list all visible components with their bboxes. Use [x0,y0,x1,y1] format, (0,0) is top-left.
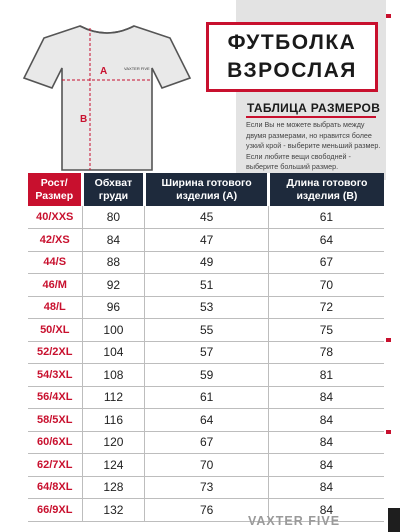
width-cell: 47 [145,229,269,252]
table-row [28,431,384,454]
chest-cell: 100 [82,319,145,342]
table-row [28,319,384,342]
width-cell: 61 [145,386,269,409]
size-cell: 42/XS [28,229,82,252]
length-cell: 67 [268,251,384,274]
size-cell: 48/L [28,296,82,319]
width-cell: 67 [145,431,269,454]
length-cell: 84 [268,409,384,432]
width-cell: 45 [145,206,269,229]
length-cell: 84 [268,476,384,499]
table-row [28,206,384,229]
length-cell: 84 [268,454,384,477]
table-row [28,386,384,409]
size-table [28,173,384,522]
header-length: Длина готового изделия (B) [268,173,384,206]
table-row [28,251,384,274]
length-cell: 81 [268,364,384,387]
size-cell: 50/XL [28,319,82,342]
width-cell: 70 [145,454,269,477]
table-row [28,296,384,319]
chest-cell: 84 [82,229,145,252]
chest-cell: 104 [82,341,145,364]
chest-cell: 116 [82,409,145,432]
length-cell: 78 [268,341,384,364]
edge-marker [386,14,391,18]
length-cell: 70 [268,274,384,297]
chest-cell: 92 [82,274,145,297]
header-chest: Обхват груди [82,173,145,206]
size-cell: 64/8XL [28,476,82,499]
edge-marker [386,430,391,434]
size-cell: 62/7XL [28,454,82,477]
edge-marker [386,338,391,342]
chest-cell: 128 [82,476,145,499]
size-cell: 40/XXS [28,206,82,229]
size-cell: 56/4XL [28,386,82,409]
length-cell: 75 [268,319,384,342]
brand-logo: VAXTER FIVE [248,514,341,528]
width-cell: 59 [145,364,269,387]
length-cell: 64 [268,229,384,252]
table-row [28,364,384,387]
chest-cell: 88 [82,251,145,274]
width-cell: 49 [145,251,269,274]
label-b: B [80,114,88,125]
table-row [28,274,384,297]
chest-cell: 120 [82,431,145,454]
size-cell: 66/9XL [28,499,82,522]
size-cell: 60/6XL [28,431,82,454]
chest-cell: 80 [82,206,145,229]
length-cell: 84 [268,499,384,522]
chest-cell: 96 [82,296,145,319]
header-size: Рост/ Размер [28,173,82,206]
size-cell: 52/2XL [28,341,82,364]
width-cell: 64 [145,409,269,432]
heading-underline [246,116,376,118]
table-row [28,476,384,499]
length-cell: 72 [268,296,384,319]
table-row [28,341,384,364]
width-cell: 51 [145,274,269,297]
width-cell: 55 [145,319,269,342]
width-cell: 57 [145,341,269,364]
title-line-1: ФУТБОЛКА [227,31,357,54]
tshirt-diagram [22,18,192,178]
table-row [28,409,384,432]
size-cell: 46/M [28,274,82,297]
header-width: Ширина готового изделия (A) [145,173,269,206]
size-advice-text: Если Вы не можете выбрать между двумя размерами, но нравится более узкий крой - выберите меньший размер. Если любите вещи свободней - выберите больший размер. [246,120,381,172]
chest-cell: 124 [82,454,145,477]
width-cell: 53 [145,296,269,319]
width-cell: 73 [145,476,269,499]
corner-block [388,508,400,532]
tshirt-outline [24,26,190,170]
table-row [28,454,384,477]
size-cell: 44/S [28,251,82,274]
length-cell: 84 [268,431,384,454]
right-edge-strip [386,0,400,532]
chest-cell: 112 [82,386,145,409]
chest-cell: 108 [82,364,145,387]
title-box [206,22,378,92]
length-cell: 61 [268,206,384,229]
chest-cell: 132 [82,499,145,522]
table-row [28,229,384,252]
size-table-heading: ТАБЛИЦА РАЗМЕРОВ [247,101,381,115]
table-header-row [28,173,384,206]
length-cell: 84 [268,386,384,409]
size-cell: 54/3XL [28,364,82,387]
chest-logo: VAXTER FIVE [124,66,150,71]
title-line-2: ВЗРОСЛАЯ [227,59,357,82]
label-a: A [100,66,108,77]
size-cell: 58/5XL [28,409,82,432]
width-cell: 76 [145,499,269,522]
